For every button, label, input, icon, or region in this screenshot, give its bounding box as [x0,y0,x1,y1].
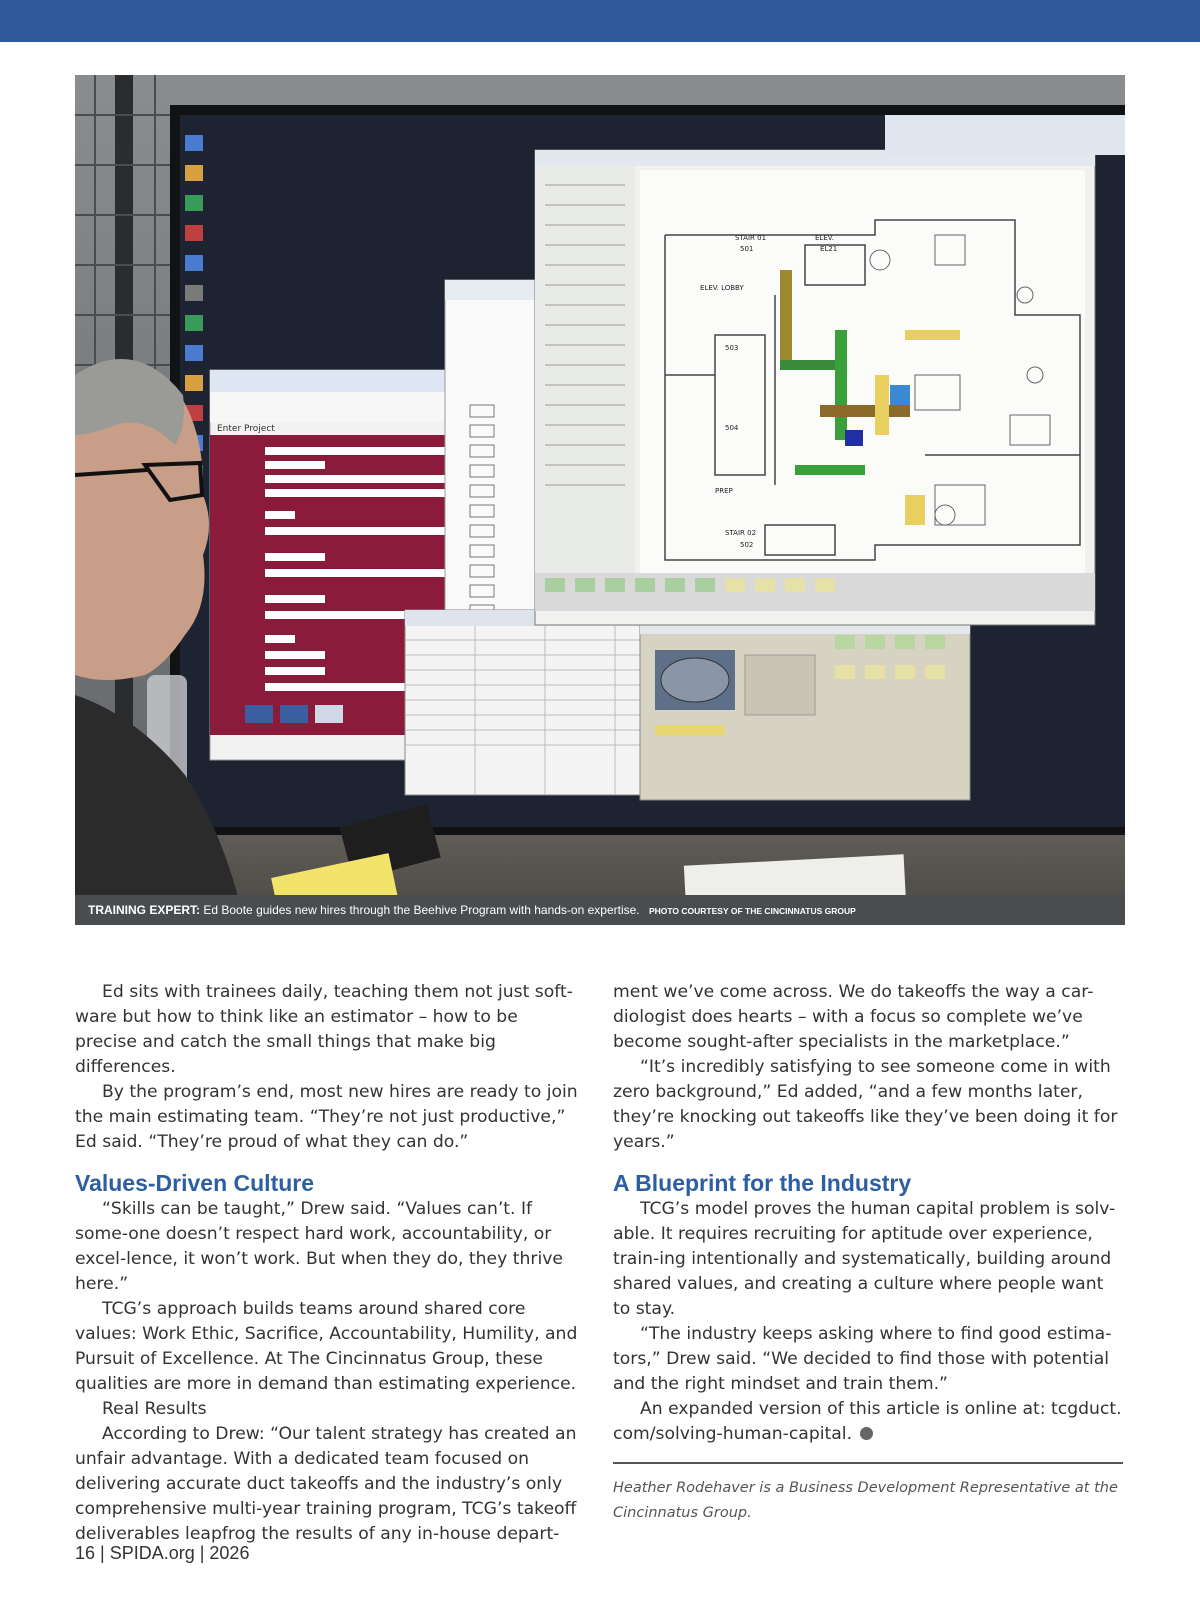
label-elev-lobby: ELEV. LOBBY [700,284,744,292]
browser-window-corner [885,115,1125,155]
label-501: 501 [740,245,754,253]
paragraph: TCG’s model proves the human capital problem is solv-able. It requires recruiting for aptitude over experience, train-ing intentionally and systematically, building around shared values, and creating a culture where people want to stay. [613,1199,1116,1319]
right-column [613,980,1123,1526]
label-stair-01: STAIR 01 [735,234,767,242]
paragraph-end [613,1397,1123,1447]
label-503: 503 [725,344,739,352]
section-heading-blueprint: A Blueprint for the Industry [613,1170,912,1196]
paragraph: TCG’s approach builds teams around shared core values: Work Ethic, Sacrifice, Accountability, Humility, and Pursuit of Excellence. At The Cincinnatus Group, these qualities are more in demand than estimating experience. [75,1299,578,1394]
duct-fitting-window [640,620,970,800]
paragraph: “The industry keeps asking where to find good estima-tors,” Drew said. “We decided to find those with potential and the right mindset and train them.” [613,1324,1112,1394]
label-prep: PREP [715,487,733,495]
label-504: 504 [725,424,739,432]
paragraph: “It’s incredibly satisfying to see someone come in with zero background,” Ed added, “and a few months later, they’re knocking out takeoffs like they’ve been doing it for years.” [613,1057,1118,1152]
caption-text: Ed Boote guides new hires through the Beehive Program with hands-on expertise. [203,903,640,917]
label-elev: ELEV. [815,234,834,242]
article-photo [75,75,1125,925]
label-el21: EL21 [820,245,838,253]
paragraph: ment we’ve come across. We do takeoffs the way a car-diologist does hearts – with a focus so complete we’ve become sought-after specialists in the marketplace.” [613,982,1094,1052]
form-title: Enter Project [217,424,275,434]
label-stair-02: STAIR 02 [725,529,757,537]
paragraph-real-results: Real Results [102,1399,207,1419]
author-bio: Heather Rodehaver is a Business Development Representative at the Cincinnatus Group. [613,1480,1118,1521]
photo-caption [75,895,1125,925]
top-color-bar [0,0,1200,42]
photo-credit: PHOTO COURTESY OF THE CINCINNATUS GROUP [648,906,856,916]
left-column [75,980,585,1547]
end-mark-icon [860,1427,873,1440]
paragraph: By the program’s end, most new hires are ready to join the main estimating team. “They’re not just productive,” Ed said. “They’re proud of what they can do.” [75,1082,578,1152]
article-link-text: An expanded version of this article is online at: tcgduct. com/solving-human-capital. [613,1399,1122,1444]
caption-label: TRAINING EXPERT: [88,903,201,917]
section-heading-values: Values-Driven Culture [75,1170,315,1196]
paragraph: “Skills can be taught,” Drew said. “Values can’t. If some-one doesn’t respect hard work, accountability, or excel-lence, it won’t work. But when they do, they thrive here.” [75,1199,563,1294]
label-502: 502 [740,541,754,549]
cad-drawing-window [535,150,1095,625]
paragraph: According to Drew: “Our talent strategy has created an unfair advantage. With a dedicated team focused on delivering accurate duct takeoffs and the industry’s only comprehensive multi-year training program, TCG’s takeoff deliverables leapfrog the results of any in-house depart- [75,1424,577,1544]
divider [613,1462,1123,1464]
paragraph: Ed sits with trainees daily, teaching them not just soft-ware but how to think like an estimator – how to be precise and catch the small things that make big differences. [75,982,573,1077]
photo-illustration [75,75,1125,925]
page-footer: 16 | SPIDA.org | 2026 [75,1543,250,1563]
